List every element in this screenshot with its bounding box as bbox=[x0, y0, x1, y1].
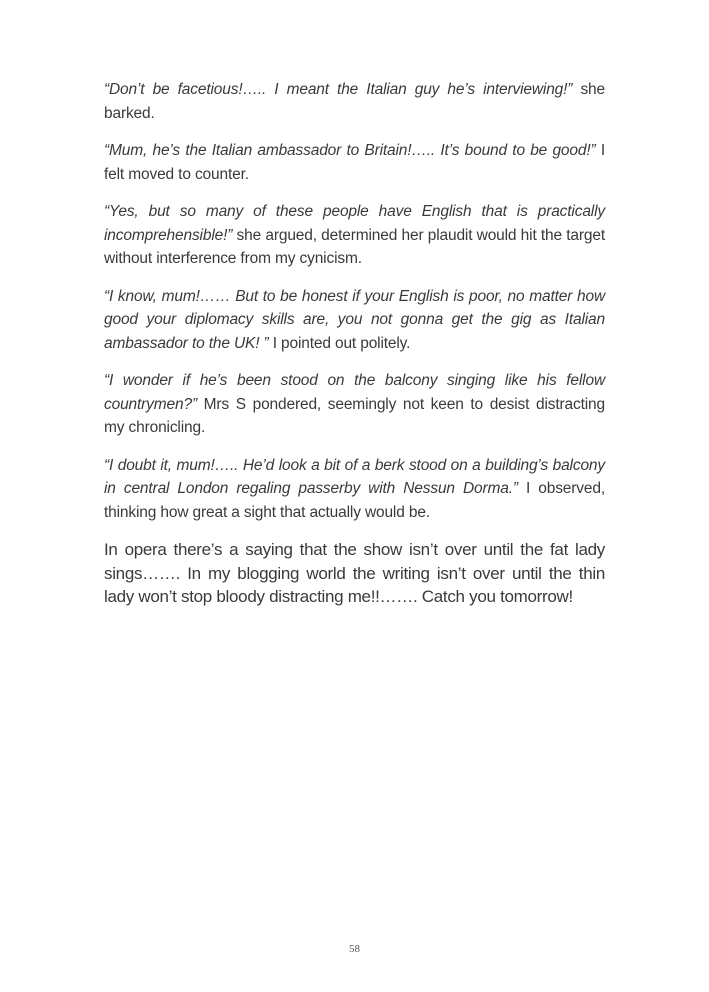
paragraph-6 bbox=[104, 454, 605, 525]
paragraph-1 bbox=[104, 78, 605, 125]
narration: I felt moved to counter. bbox=[104, 142, 605, 183]
dialogue-quote: “Mum, he’s the Italian ambassador to Britain!….. It’s bound to be good!” bbox=[104, 142, 596, 159]
dialogue-quote: “I wonder if he’s been stood on the balcony singing like his fellow countrymen?” bbox=[104, 372, 605, 413]
narration: Mrs S pondered, seemingly not keen to desist distracting my chronicling. bbox=[104, 395, 605, 436]
narration: I pointed out politely. bbox=[268, 334, 411, 352]
closing-paragraph: In opera there’s a saying that the show isn’t over until the fat lady sings……. In my blogging world the writing isn’t over until the thin lady won’t stop bloody distracting me!!……. Catch you tomorrow! bbox=[104, 540, 605, 606]
body-text bbox=[104, 78, 605, 623]
dialogue-quote: “Yes, but so many of these people have English that is practically incomprehensible!” bbox=[104, 203, 605, 244]
narration: she argued, determined her plaudit would hit the target without interference from my cynicism. bbox=[104, 226, 605, 267]
paragraph-3 bbox=[104, 200, 605, 271]
paragraph-4 bbox=[104, 285, 605, 356]
paragraph-2 bbox=[104, 139, 605, 186]
narration: I observed, thinking how great a sight that actually would be. bbox=[104, 480, 605, 521]
paragraph-5 bbox=[104, 369, 605, 440]
dialogue-quote: “Don’t be facetious!….. I meant the Italian guy he’s interviewing!” bbox=[104, 81, 573, 98]
page-number: 58 bbox=[349, 943, 360, 955]
dialogue-quote: “I doubt it, mum!….. He’d look a bit of a berk stood on a building’s balcony in central London regaling passerby with Nessun Dorma.” bbox=[104, 456, 605, 497]
narration: she barked. bbox=[104, 81, 605, 122]
dialogue-quote: “I know, mum!…… But to be honest if your English is poor, no matter how good your diplomacy skills are, you not gonna get the gig as Italian ambassador to the UK! ” bbox=[104, 287, 605, 352]
